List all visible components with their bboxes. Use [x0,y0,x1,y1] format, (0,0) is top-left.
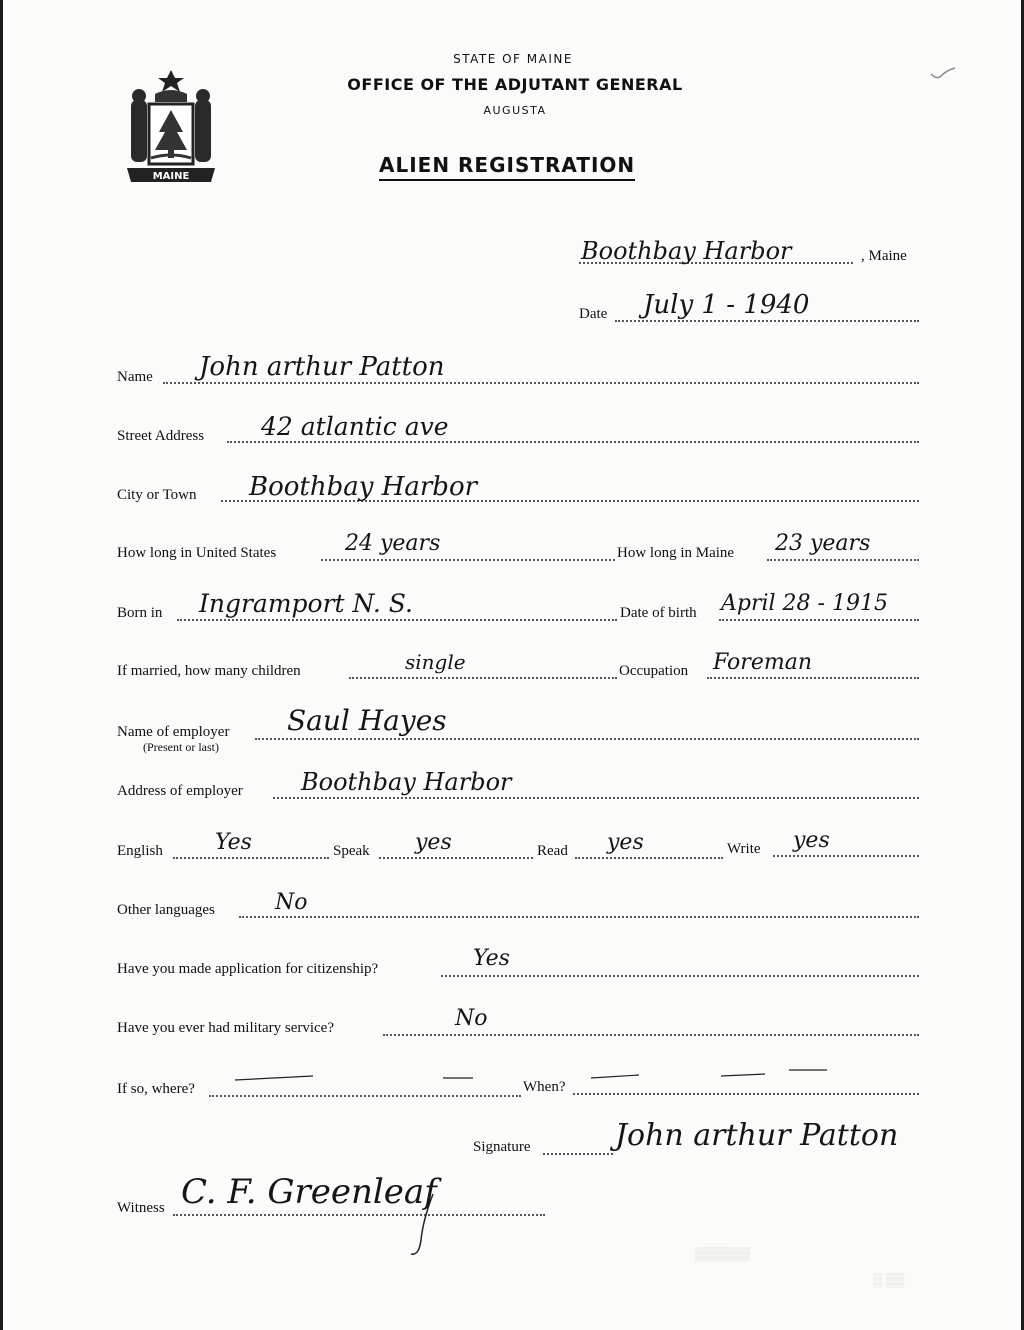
seal-label: MAINE [152,171,190,182]
city-town-value[interactable]: Boothbay Harbor [249,472,478,502]
witness-flourish [403,1190,443,1260]
married-children-line [349,677,617,679]
witness-label: Witness [117,1200,165,1216]
form-title: ALIEN REGISTRATION [379,153,635,181]
read-label: Read [537,843,568,859]
write-label: Write [727,841,761,857]
born-in-line [177,619,617,621]
employer-address-line [273,797,919,799]
pencil-check-mark [929,64,957,84]
when-label: When? [523,1079,566,1095]
date-of-birth-line [719,619,919,621]
born-in-label: Born in [117,605,163,621]
signature-line [543,1153,613,1155]
english-label: English [117,843,163,859]
signature-value[interactable]: John arthur Patton [615,1118,899,1153]
military-label: Have you ever had military service? [117,1020,334,1036]
citizenship-value[interactable]: Yes [473,946,510,971]
faint-archive-mark: ▒ ▒▒ [873,1272,905,1287]
city-heading: AUGUSTA [483,104,547,117]
how-long-us-value[interactable]: 24 years [345,531,441,556]
town-value[interactable]: Boothbay Harbor [581,237,792,265]
street-line [227,441,919,443]
state-heading: STATE OF MAINE [453,52,573,66]
where-line [209,1095,521,1097]
military-line [383,1034,919,1036]
maine-label: , Maine [861,248,907,264]
speak-label: Speak [333,843,370,859]
how-long-us-line [321,559,615,561]
city-town-label: City or Town [117,487,197,503]
signature-label: Signature [473,1139,531,1155]
married-children-label: If married, how many children [117,663,301,679]
employer-name-label: Name of employer [117,724,230,740]
street-value[interactable]: 42 atlantic ave [261,412,449,441]
english-line [173,857,329,859]
read-value[interactable]: yes [607,830,644,855]
when-line [573,1093,919,1095]
employer-name-sublabel: (Present or last) [143,740,219,754]
write-line [773,855,919,857]
date-line [615,320,919,322]
witness-line [173,1214,545,1216]
speak-line [379,857,533,859]
witness-value[interactable]: C. F. Greenleaf [181,1172,437,1212]
where-dash-marks [233,1070,483,1086]
date-of-birth-value[interactable]: April 28 - 1915 [721,591,888,616]
faint-stamp-mark: ▒▒▒▒▒▒ [695,1246,751,1261]
born-in-value[interactable]: Ingramport N. S. [199,589,413,618]
street-label: Street Address [117,428,205,444]
employer-name-line [255,738,919,740]
citizenship-line [441,975,919,977]
name-value[interactable]: John arthur Patton [199,352,445,382]
where-label: If so, where? [117,1081,195,1097]
how-long-maine-line [767,559,919,561]
military-value[interactable]: No [455,1006,488,1031]
english-value[interactable]: Yes [215,830,252,855]
date-value[interactable]: July 1 - 1940 [643,290,810,320]
citizenship-label: Have you made application for citizenship? [117,961,379,977]
name-line [163,382,919,384]
employer-name-value[interactable]: Saul Hayes [287,704,447,737]
how-long-maine-label: How long in Maine [617,545,735,561]
occupation-label: Occupation [619,663,689,679]
occupation-line [707,677,919,679]
employer-address-value[interactable]: Boothbay Harbor [301,768,512,796]
read-line [575,857,723,859]
how-long-maine-value[interactable]: 23 years [775,531,871,556]
write-value[interactable]: yes [793,828,830,853]
date-of-birth-label: Date of birth [620,605,697,621]
name-label: Name [117,369,153,385]
employer-address-label: Address of employer [117,783,243,799]
how-long-us-label: How long in United States [117,545,277,561]
speak-value[interactable]: yes [415,830,452,855]
office-heading: OFFICE OF THE ADJUTANT GENERAL [347,75,683,94]
occupation-value[interactable]: Foreman [713,650,812,675]
married-children-value[interactable]: single [405,650,466,674]
other-languages-label: Other languages [117,902,215,918]
other-languages-value[interactable]: No [275,890,308,915]
date-label: Date [579,306,608,322]
other-languages-line [239,916,919,918]
when-dash-marks [589,1064,829,1082]
